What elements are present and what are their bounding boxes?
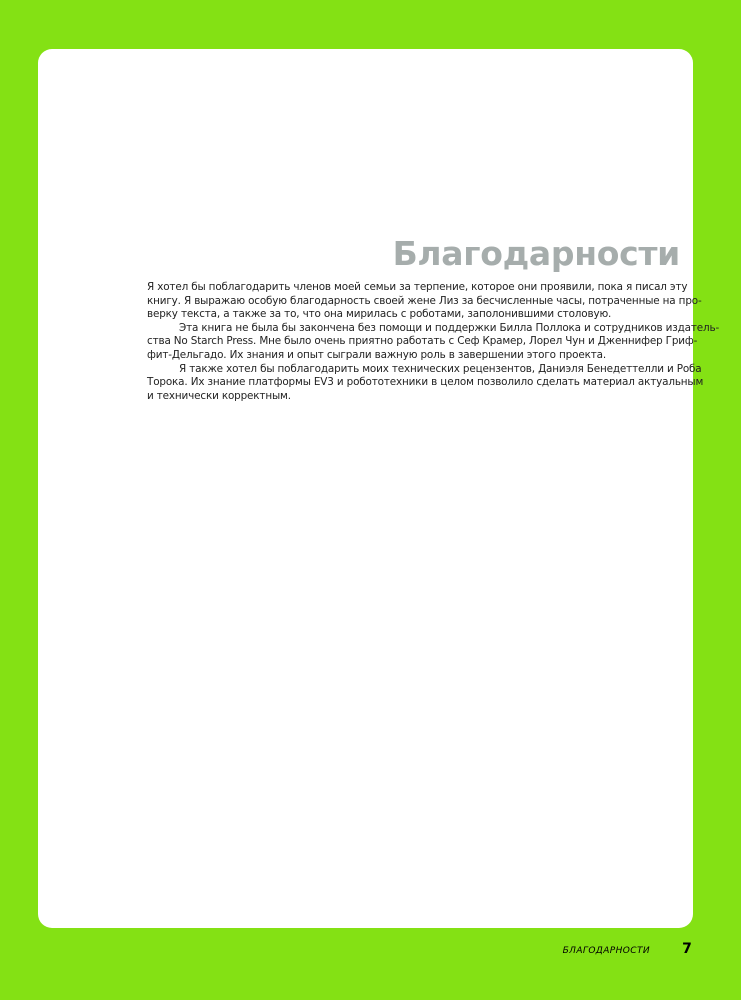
page-number: 7 <box>682 941 692 957</box>
running-header: БЛАГОДАРНОСТИ <box>562 946 650 956</box>
page-card <box>38 49 720 928</box>
chapter-title: Благодарности <box>392 234 680 273</box>
text-line: Торока. Их знание платформы EV3 и робототехники в целом позволило сделать материал актуальным <box>147 376 704 389</box>
text-line: фит-Дельгадо. Их знания и опыт сыграли важную роль в завершении этого проекта. <box>147 348 606 361</box>
paragraph-3 <box>147 362 704 404</box>
text-line: Я также хотел бы поблагодарить моих технических рецензентов, Даниэля Бенедеттелли и Роба <box>179 362 702 375</box>
text-line: Я хотел бы поблагодарить членов моей семьи за терпение, которое они проявили, пока я писал эту <box>147 281 688 293</box>
text-line: Эта книга не была бы закончена без помощи и поддержки Билла Поллока и сотрудников издатель- <box>179 321 720 334</box>
text-line: и технически корректным. <box>147 389 291 402</box>
text-line: ства No Starch Press. Мне было очень приятно работать с Сеф Крамер, Лорел Чун и Дженнифер Гриф- <box>147 335 698 348</box>
paragraph-2 <box>147 321 720 363</box>
body-text <box>147 281 720 403</box>
text-line: верку текста, а также за то, что она мирилась с роботами, заполонившими столовую. <box>147 308 612 321</box>
text-line: книгу. Я выражаю особую благодарность своей жене Лиз за бесчисленные часы, потраченные на про- <box>147 294 702 307</box>
paragraph-1 <box>147 281 702 322</box>
